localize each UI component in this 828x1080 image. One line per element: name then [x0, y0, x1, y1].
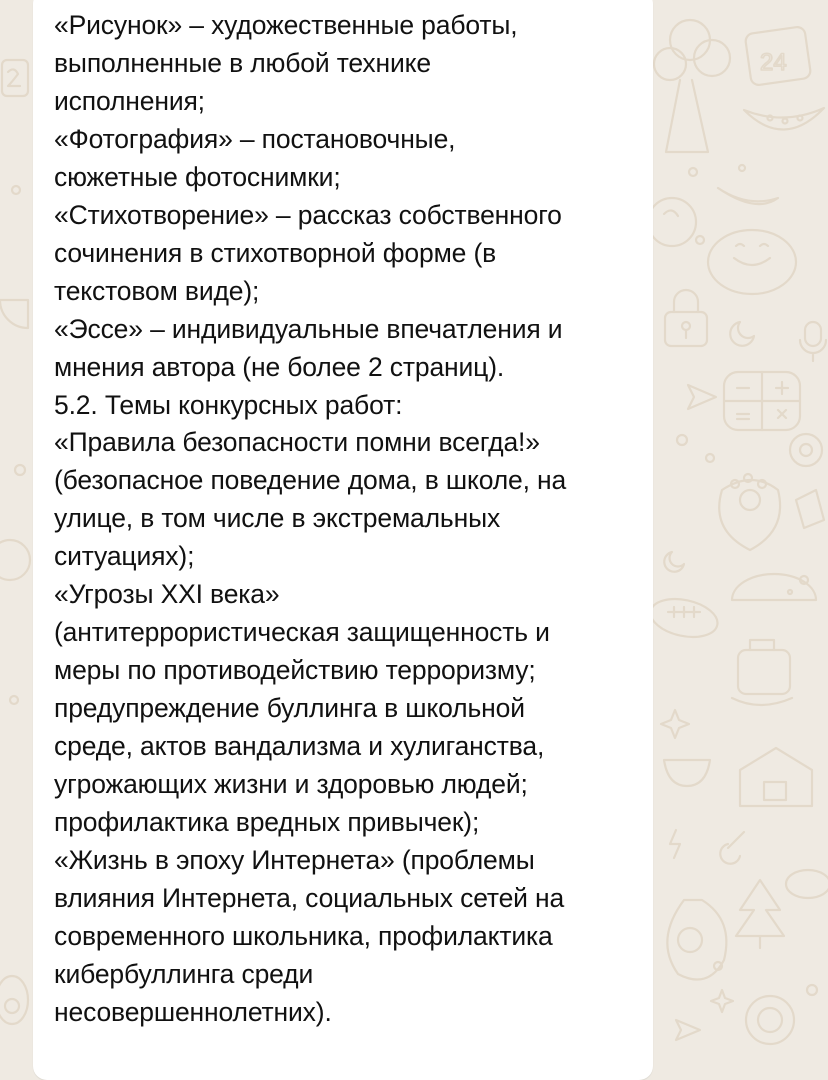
message-line: текстовом виде); [54, 275, 260, 306]
message-line: влияния Интернета, социальных сетей на [54, 882, 565, 913]
message-line: «Угрозы XXI века» [54, 579, 280, 610]
message-line: кибербуллинга среди [54, 958, 314, 989]
message-line: «Эссе» – индивидуальные впечатления и [54, 313, 563, 344]
message-line: среде, актов вандализма и хулиганства, [54, 731, 545, 762]
message-line: современного школьника, профилактика [54, 920, 553, 951]
message-text[interactable] [54, 7, 644, 1032]
message-line: сюжетные фотоснимки; [54, 161, 341, 192]
message-line: «Рисунок» – художественные работы, [54, 10, 518, 40]
message-line: выполненные в любой технике [54, 47, 432, 78]
message-line: (безопасное поведение дома, в школе, на [54, 465, 567, 496]
message-line: угрожающих жизни и здоровью людей; [54, 769, 528, 800]
message-line: меры по противодействию терроризму; [54, 655, 536, 686]
message-line: мнения автора (не более 2 страниц). [54, 351, 505, 382]
message-line: профилактика вредных привычек); [54, 807, 480, 838]
message-line: «Фотография» – постановочные, [54, 123, 456, 154]
message-line: улице, в том числе в экстремальных [54, 503, 501, 534]
incoming-message-bubble[interactable] [33, 0, 653, 1080]
message-line: несовершеннолетних). [54, 996, 332, 1027]
message-line: «Стихотворение» – рассказ собственного [54, 199, 562, 230]
message-line: (антитеррористическая защищенность и [54, 617, 550, 648]
svg-text:24: 24 [760, 49, 787, 76]
message-line: предупреждение буллинга в школьной [54, 693, 525, 724]
message-line: сочинения в стихотворной форме (в [54, 237, 497, 268]
message-line: 5.2. Темы конкурсных работ: [54, 389, 403, 420]
message-line: «Жизнь в эпоху Интернета» (проблемы [54, 844, 535, 875]
message-line: ситуациях); [54, 541, 195, 572]
message-line: исполнения; [54, 85, 205, 116]
message-line: «Правила безопасности помни всегда!» [54, 427, 540, 458]
